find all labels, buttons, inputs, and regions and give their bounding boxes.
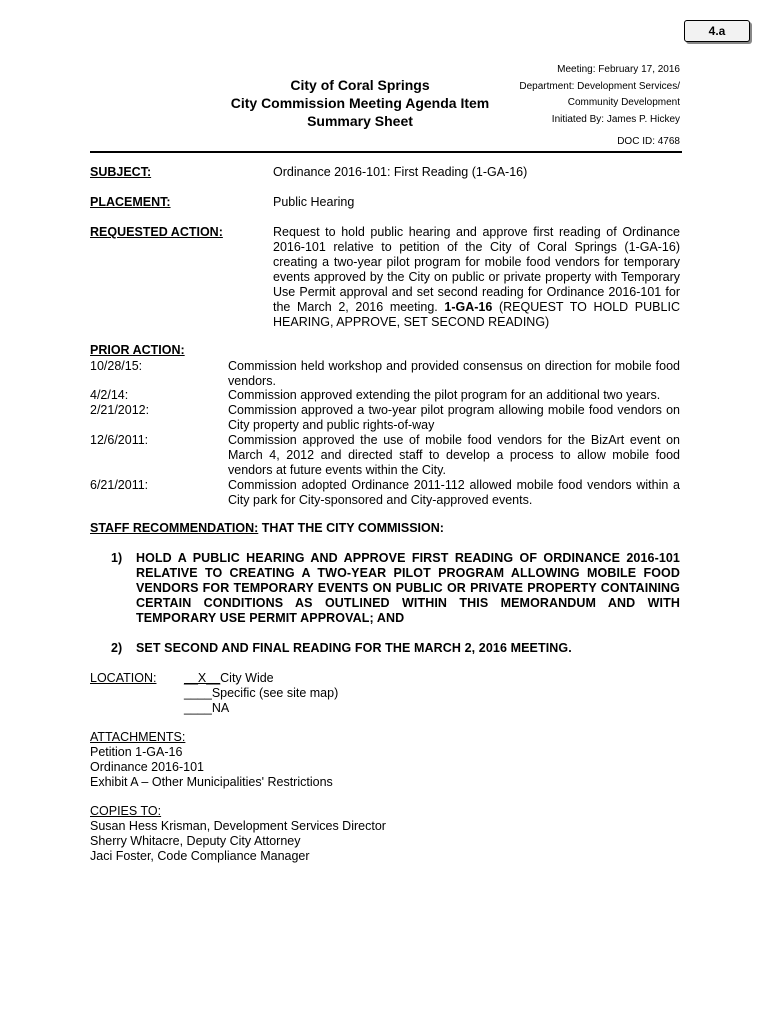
recommendation-number: 1) (111, 551, 123, 565)
prior-action-date: 2/21/2012: (90, 403, 150, 417)
header-divider (90, 151, 682, 153)
prior-action-date: 12/6/2011: (90, 433, 149, 447)
attachment-item: Ordinance 2016-101 (90, 760, 204, 774)
staff-recommendation-label: STAFF RECOMMENDATION: (90, 521, 259, 535)
recommendation-number: 2) (111, 641, 123, 655)
prior-action-text: Commission adopted Ordinance 2011-112 allowed mobile food vendors within a City park for City-sponsored and City-approved events. (228, 478, 680, 507)
prior-action-date: 10/28/15: (90, 359, 143, 373)
location-mark: __X__ (184, 671, 221, 685)
title-line: City of Coral Springs (290, 77, 430, 93)
copies-to-item: Sherry Whitacre, Deputy City Attorney (90, 834, 301, 848)
prior-action-text: Commission approved the use of mobile food vendors for the BizArt event on March 4, 2012 and directed staff to develop a process to allow mobile food vendors at future events within the City. (228, 433, 680, 477)
location-option (184, 686, 338, 701)
location-mark: ____ (184, 686, 212, 700)
title-line: Summary Sheet (307, 113, 413, 129)
prior-action-text: Commission held workshop and provided consensus on direction for mobile food vendors. (228, 359, 680, 388)
title-line: City Commission Meeting Agenda Item (230, 95, 490, 111)
recommendation-text: HOLD A PUBLIC HEARING AND APPROVE FIRST READING OF ORDINANCE 2016-101 RELATIVE TO CREATING A TWO-YEAR PILOT PROGRAM ALLOWING MOBILE FOOD VENDORS FOR TEMPORARY EVENTS ON PUBLIC OR PRIVATE PROPERTY CONTAINING CERTAIN CONDITIONS AS OUTLINED WITHIN THIS MEMORANDUM AND WITH TEMPORARY USE PERMIT APPROVAL; AND (136, 551, 680, 625)
attachments-label: ATTACHMENTS: (90, 730, 186, 744)
requested-action-ref: 1-GA-16 (444, 300, 493, 314)
prior-action-text: Commission approved extending the pilot program for an additional two years. (228, 388, 661, 402)
requested-action-text (273, 225, 680, 330)
location-option (184, 701, 229, 716)
department-cont: Community Development (567, 97, 680, 108)
attachment-item: Petition 1-GA-16 (90, 745, 183, 759)
staff-recommendation-suffix: THAT THE CITY COMMISSION: (261, 521, 444, 535)
copies-to-section (90, 804, 590, 864)
requested-action-body: Request to hold public hearing and approve first reading of Ordinance 2016-101 relative to petition of the City of Coral Springs (1-GA-16) creating a two-year pilot program for mobile food vendors for temporary events approved by the City on public or private property with Temporary Use Permit approval and set second reading for Ordinance 2016-101 for the March 2, 2016 meeting. (273, 225, 680, 314)
prior-action-label: PRIOR ACTION: (90, 343, 185, 357)
location-option (184, 671, 274, 686)
doc-id: DOC ID: 4768 (617, 136, 680, 147)
requested-action-tail: (REQUEST TO HOLD PUBLIC HEARING, APPROVE, SET SECOND READING) (273, 300, 680, 329)
staff-recommendation-heading (90, 521, 444, 536)
location-option-text: NA (211, 701, 230, 715)
attachment-item: Exhibit A – Other Municipalities' Restrictions (90, 775, 333, 789)
copies-to-item: Jaci Foster, Code Compliance Manager (90, 849, 310, 863)
agenda-item-badge: 4.a (684, 20, 750, 42)
subject-label: SUBJECT: (90, 165, 152, 179)
department: Department: Development Services/ (519, 80, 680, 92)
prior-action-text: Commission approved a two-year pilot program allowing mobile food vendors on City property and public rights-of-way (228, 403, 680, 432)
attachments-section (90, 730, 590, 790)
location-mark: ____ (184, 701, 212, 715)
prior-action-date: 4/2/14: (90, 388, 129, 402)
location-option-text: Specific (see site map) (211, 686, 339, 700)
copies-to-item: Susan Hess Krisman, Development Services Director (90, 819, 386, 833)
meeting-date: Meeting: February 17, 2016 (557, 64, 680, 75)
copies-to-label: COPIES TO: (90, 804, 162, 818)
placement-label: PLACEMENT: (90, 195, 171, 209)
prior-action-date: 6/21/2011: (90, 478, 149, 492)
initiated-by: Initiated By: James P. Hickey (551, 113, 680, 125)
recommendation-text: SET SECOND AND FINAL READING FOR THE MARCH 2, 2016 MEETING. (136, 641, 572, 655)
meeting-meta (470, 62, 680, 128)
location-option-text: City Wide (220, 671, 274, 685)
location-label: LOCATION: (90, 671, 157, 685)
subject-value: Ordinance 2016-101: First Reading (1-GA-16) (273, 165, 528, 179)
requested-action-label: REQUESTED ACTION: (90, 225, 223, 239)
placement-value: Public Hearing (273, 195, 355, 209)
